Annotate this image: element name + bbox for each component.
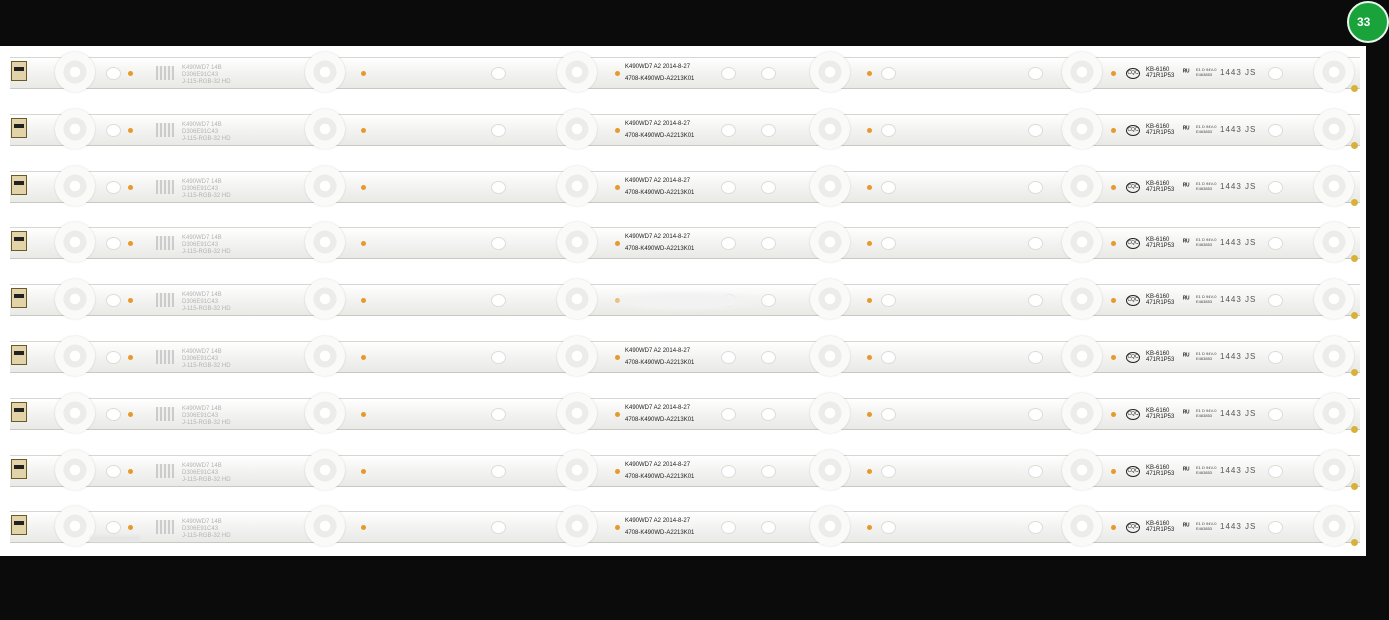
led-lens bbox=[305, 279, 345, 319]
mounting-hole bbox=[1268, 294, 1283, 307]
js-print: 1443 JS bbox=[1220, 238, 1257, 248]
mounting-hole bbox=[721, 521, 736, 534]
led-lens bbox=[1314, 109, 1354, 149]
connector bbox=[11, 515, 27, 535]
mounting-hole bbox=[721, 465, 736, 478]
mounting-hole bbox=[491, 181, 506, 194]
kb-label: KB-6160 471R1P53 bbox=[1146, 180, 1175, 193]
led-lens bbox=[1062, 506, 1102, 546]
mounting-hole bbox=[881, 521, 896, 534]
part-line: 4708-K490WD-A2213K01 bbox=[625, 416, 695, 423]
led-lens bbox=[305, 336, 345, 376]
cqc-mark: CQC bbox=[1126, 68, 1140, 79]
mounting-hole bbox=[721, 351, 736, 364]
mounting-hole bbox=[106, 408, 121, 421]
led-strip bbox=[10, 57, 1360, 89]
led-lens bbox=[55, 279, 95, 319]
kb-label: KB-6160 471R1P53 bbox=[1146, 351, 1175, 363]
mounting-hole bbox=[106, 124, 121, 137]
led-dot bbox=[361, 241, 366, 246]
mounting-hole bbox=[491, 294, 506, 307]
qr-code bbox=[156, 293, 174, 307]
led-dot bbox=[361, 71, 366, 76]
mounting-hole bbox=[881, 351, 896, 364]
led-dot bbox=[128, 469, 133, 474]
led-lens bbox=[810, 506, 850, 546]
js-print: 1443 JS bbox=[1220, 465, 1257, 475]
led-dot bbox=[615, 71, 620, 76]
led-lens bbox=[810, 336, 850, 376]
led-lens bbox=[1314, 450, 1354, 490]
led-lens bbox=[557, 393, 597, 433]
mounting-hole bbox=[1268, 408, 1283, 421]
qr-code bbox=[156, 66, 174, 80]
led-dot bbox=[867, 185, 872, 190]
led-dot bbox=[615, 412, 620, 417]
led-lens bbox=[557, 109, 597, 149]
led-lens bbox=[810, 279, 850, 319]
mounting-hole bbox=[1268, 67, 1283, 80]
end-pad bbox=[1351, 312, 1358, 319]
led-dot bbox=[128, 412, 133, 417]
led-lens bbox=[1314, 393, 1354, 433]
connector bbox=[11, 175, 27, 195]
mounting-hole bbox=[881, 237, 896, 250]
led-dot bbox=[867, 412, 872, 417]
led-lens bbox=[55, 506, 95, 546]
ul-mark: ᴿᵁ bbox=[1183, 353, 1190, 360]
led-lens bbox=[55, 166, 95, 206]
led-lens bbox=[1314, 52, 1354, 92]
led-lens bbox=[810, 450, 850, 490]
mounting-hole bbox=[1028, 465, 1043, 478]
led-lens bbox=[810, 109, 850, 149]
mounting-hole bbox=[106, 351, 121, 364]
kb-label: KB-6160 471R1P53 bbox=[1146, 123, 1175, 136]
led-lens bbox=[1314, 279, 1354, 319]
led-dot bbox=[615, 525, 620, 530]
mounting-hole bbox=[761, 351, 776, 364]
led-lens bbox=[1062, 222, 1102, 262]
mounting-hole bbox=[491, 465, 506, 478]
led-dot bbox=[867, 298, 872, 303]
js-print: 1443 JS bbox=[1220, 68, 1257, 77]
mounting-hole bbox=[721, 181, 736, 194]
led-dot bbox=[867, 355, 872, 360]
led-dot bbox=[361, 298, 366, 303]
led-lens bbox=[1062, 393, 1102, 433]
mounting-hole bbox=[761, 465, 776, 478]
led-dot bbox=[1111, 185, 1116, 190]
part-line: 4708-K490WD-A2213K01 bbox=[625, 189, 695, 196]
mounting-hole bbox=[881, 181, 896, 194]
ul-small-print: E1 D 94V-0 E463853 bbox=[1196, 351, 1217, 361]
end-pad bbox=[1351, 539, 1358, 546]
led-lens bbox=[1314, 506, 1354, 546]
connector bbox=[11, 61, 27, 81]
mounting-hole bbox=[761, 124, 776, 137]
led-strip bbox=[10, 284, 1360, 316]
ul-small-print: E1 D 94V-0 E463853 bbox=[1196, 123, 1217, 134]
connector bbox=[11, 402, 27, 422]
led-lens bbox=[305, 109, 345, 149]
part-line: 4708-K490WD-A2213K01 bbox=[625, 76, 695, 82]
end-pad bbox=[1351, 255, 1358, 262]
mounting-hole bbox=[491, 351, 506, 364]
mounting-hole bbox=[106, 67, 121, 80]
led-lens bbox=[305, 450, 345, 490]
mounting-hole bbox=[881, 124, 896, 137]
mounting-hole bbox=[1268, 124, 1283, 137]
led-dot bbox=[867, 128, 872, 133]
led-dot bbox=[1111, 241, 1116, 246]
ul-mark: ᴿᵁ bbox=[1183, 409, 1190, 417]
ul-mark: ᴿᵁ bbox=[1183, 182, 1190, 190]
led-dot bbox=[128, 241, 133, 246]
mounting-hole bbox=[761, 237, 776, 250]
led-dot bbox=[1111, 128, 1116, 133]
mounting-hole bbox=[881, 294, 896, 307]
led-dot bbox=[615, 469, 620, 474]
connector bbox=[11, 345, 27, 365]
tape-tag bbox=[90, 536, 140, 542]
kb-label: KB-6160 471R1P53 bbox=[1146, 407, 1175, 420]
qr-code bbox=[156, 350, 174, 364]
js-print: 1443 JS bbox=[1220, 522, 1257, 532]
mounting-hole bbox=[721, 124, 736, 137]
mounting-hole bbox=[1028, 124, 1043, 137]
qr-code bbox=[156, 236, 174, 250]
mounting-hole bbox=[761, 521, 776, 534]
led-lens bbox=[55, 52, 95, 92]
led-dot bbox=[128, 355, 133, 360]
mounting-hole bbox=[881, 465, 896, 478]
led-lens bbox=[1062, 336, 1102, 376]
kb-label: KB-6160 471R1P53 bbox=[1146, 67, 1175, 79]
led-dot bbox=[867, 71, 872, 76]
connector bbox=[11, 231, 27, 251]
cqc-mark: CQC bbox=[1126, 238, 1140, 249]
end-pad bbox=[1351, 369, 1358, 376]
led-strip bbox=[10, 511, 1360, 543]
connector bbox=[11, 118, 27, 138]
faint-print: K490WD7 14B D306E91C43 J-115-RGB-32 HD bbox=[182, 121, 231, 142]
mounting-hole bbox=[491, 237, 506, 250]
mounting-hole bbox=[491, 124, 506, 137]
ul-small-print: E1 D 94V-0 E463853 bbox=[1196, 294, 1217, 305]
model-line: K490WD7 A2 2014-8-27 bbox=[625, 64, 691, 70]
mounting-hole bbox=[1028, 181, 1043, 194]
mounting-hole bbox=[106, 521, 121, 534]
connector bbox=[11, 459, 27, 479]
ul-small-print: E1 D 94V-0 E463853 bbox=[1196, 67, 1217, 77]
part-line: 4708-K490WD-A2213K01 bbox=[625, 530, 695, 537]
ul-mark: ᴿᵁ bbox=[1183, 523, 1190, 531]
led-lens bbox=[557, 166, 597, 206]
qr-code bbox=[156, 407, 174, 421]
blurred-area bbox=[606, 291, 766, 311]
led-lens bbox=[305, 52, 345, 92]
mounting-hole bbox=[491, 521, 506, 534]
led-dot bbox=[867, 525, 872, 530]
mounting-hole bbox=[761, 67, 776, 80]
led-lens bbox=[810, 393, 850, 433]
led-lens bbox=[557, 450, 597, 490]
part-line: 4708-K490WD-A2213K01 bbox=[625, 473, 695, 480]
end-pad bbox=[1351, 85, 1358, 92]
qr-code bbox=[156, 180, 174, 194]
faint-print: K490WD7 14B D306E91C43 J-115-RGB-32 HD bbox=[182, 519, 231, 540]
ul-mark: ᴿᵁ bbox=[1183, 125, 1190, 133]
led-lens bbox=[1314, 222, 1354, 262]
cqc-mark: CQC bbox=[1126, 352, 1140, 363]
model-line: K490WD7 A2 2014-8-27 bbox=[625, 518, 691, 525]
led-lens bbox=[55, 109, 95, 149]
led-strip bbox=[10, 114, 1360, 146]
led-lens bbox=[305, 222, 345, 262]
faint-print: K490WD7 14B D306E91C43 J-115-RGB-32 HD bbox=[182, 349, 231, 369]
ul-mark: ᴿᵁ bbox=[1183, 69, 1190, 76]
mounting-hole bbox=[106, 294, 121, 307]
cqc-mark: CQC bbox=[1126, 409, 1140, 420]
led-strip bbox=[10, 398, 1360, 430]
mounting-hole bbox=[1268, 237, 1283, 250]
end-pad bbox=[1351, 199, 1358, 206]
mounting-hole bbox=[1028, 237, 1043, 250]
mounting-hole bbox=[1268, 465, 1283, 478]
qr-code bbox=[156, 520, 174, 534]
end-pad bbox=[1351, 426, 1358, 433]
led-strip bbox=[10, 227, 1360, 259]
mounting-hole bbox=[1028, 351, 1043, 364]
part-line: 4708-K490WD-A2213K01 bbox=[625, 132, 695, 139]
led-lens bbox=[305, 506, 345, 546]
mounting-hole bbox=[106, 465, 121, 478]
led-strip bbox=[10, 171, 1360, 203]
led-lens bbox=[557, 336, 597, 376]
model-line: K490WD7 A2 2014-8-27 bbox=[625, 120, 691, 127]
mounting-hole bbox=[106, 181, 121, 194]
mounting-hole bbox=[1268, 181, 1283, 194]
mounting-hole bbox=[1028, 294, 1043, 307]
led-strip bbox=[10, 341, 1360, 373]
led-lens bbox=[810, 166, 850, 206]
count-badge: 33 bbox=[1347, 1, 1389, 43]
led-lens bbox=[557, 279, 597, 319]
kb-label: KB-6160 471R1P53 bbox=[1146, 464, 1175, 477]
led-lens bbox=[557, 506, 597, 546]
led-dot bbox=[867, 241, 872, 246]
mounting-hole bbox=[1028, 67, 1043, 80]
led-dot bbox=[128, 185, 133, 190]
led-dot bbox=[1111, 525, 1116, 530]
led-dot bbox=[361, 525, 366, 530]
ul-small-print: E1 D 94V-0 E463853 bbox=[1196, 521, 1217, 532]
js-print: 1443 JS bbox=[1220, 352, 1257, 361]
led-dot bbox=[361, 185, 366, 190]
end-pad bbox=[1351, 142, 1358, 149]
led-strip bbox=[10, 455, 1360, 487]
mounting-hole bbox=[881, 67, 896, 80]
led-dot bbox=[361, 469, 366, 474]
qr-code bbox=[156, 123, 174, 137]
ul-small-print: E1 D 94V-0 E463853 bbox=[1196, 180, 1217, 191]
faint-print: K490WD7 14B D306E91C43 J-115-RGB-32 HD bbox=[182, 178, 231, 199]
led-lens bbox=[557, 222, 597, 262]
faint-print: K490WD7 14B D306E91C43 J-115-RGB-32 HD bbox=[182, 235, 231, 256]
js-print: 1443 JS bbox=[1220, 295, 1257, 305]
led-lens bbox=[1314, 336, 1354, 376]
led-dot bbox=[1111, 469, 1116, 474]
mounting-hole bbox=[1028, 521, 1043, 534]
mounting-hole bbox=[491, 408, 506, 421]
faint-print: K490WD7 14B D306E91C43 J-115-RGB-32 HD bbox=[182, 405, 231, 426]
mounting-hole bbox=[721, 408, 736, 421]
part-line: 4708-K490WD-A2213K01 bbox=[625, 360, 695, 366]
mounting-hole bbox=[1268, 521, 1283, 534]
led-lens bbox=[1314, 166, 1354, 206]
led-dot bbox=[361, 128, 366, 133]
led-lens bbox=[810, 52, 850, 92]
cqc-mark: CQC bbox=[1126, 466, 1140, 477]
led-dot bbox=[615, 128, 620, 133]
faint-print: K490WD7 14B D306E91C43 J-115-RGB-32 HD bbox=[182, 462, 231, 483]
cqc-mark: CQC bbox=[1126, 295, 1140, 306]
led-dot bbox=[1111, 412, 1116, 417]
led-lens bbox=[810, 222, 850, 262]
led-dot bbox=[615, 185, 620, 190]
led-strips-photo bbox=[0, 46, 1366, 556]
mounting-hole bbox=[761, 181, 776, 194]
kb-label: KB-6160 471R1P53 bbox=[1146, 294, 1175, 307]
led-dot bbox=[1111, 355, 1116, 360]
mounting-hole bbox=[761, 408, 776, 421]
led-dot bbox=[128, 71, 133, 76]
ul-small-print: E1 D 94V-0 E463853 bbox=[1196, 407, 1217, 418]
led-lens bbox=[1062, 166, 1102, 206]
ul-mark: ᴿᵁ bbox=[1183, 296, 1190, 304]
led-lens bbox=[55, 393, 95, 433]
led-lens bbox=[1062, 279, 1102, 319]
led-lens bbox=[1062, 450, 1102, 490]
led-dot bbox=[128, 128, 133, 133]
cqc-mark: CQC bbox=[1126, 522, 1140, 533]
ul-small-print: E1 D 94V-0 E463853 bbox=[1196, 464, 1217, 475]
led-lens bbox=[305, 166, 345, 206]
led-lens bbox=[305, 393, 345, 433]
led-dot bbox=[128, 298, 133, 303]
faint-print: K490WD7 14B D306E91C43 J-115-RGB-32 HD bbox=[182, 65, 231, 85]
mounting-hole bbox=[721, 237, 736, 250]
model-line: K490WD7 A2 2014-8-27 bbox=[625, 404, 691, 411]
kb-label: KB-6160 471R1P53 bbox=[1146, 521, 1175, 534]
led-lens bbox=[55, 450, 95, 490]
led-dot bbox=[1111, 71, 1116, 76]
led-lens bbox=[1062, 52, 1102, 92]
led-dot bbox=[615, 355, 620, 360]
kb-label: KB-6160 471R1P53 bbox=[1146, 237, 1175, 250]
mounting-hole bbox=[106, 237, 121, 250]
led-lens bbox=[557, 52, 597, 92]
led-lens bbox=[1062, 109, 1102, 149]
mounting-hole bbox=[1028, 408, 1043, 421]
ul-mark: ᴿᵁ bbox=[1183, 239, 1190, 247]
model-line: K490WD7 A2 2014-8-27 bbox=[625, 177, 691, 184]
cqc-mark: CQC bbox=[1126, 182, 1140, 193]
model-line: K490WD7 A2 2014-8-27 bbox=[625, 348, 691, 354]
mounting-hole bbox=[491, 67, 506, 80]
connector bbox=[11, 288, 27, 308]
led-dot bbox=[128, 525, 133, 530]
end-pad bbox=[1351, 483, 1358, 490]
led-lens bbox=[55, 222, 95, 262]
part-line: 4708-K490WD-A2213K01 bbox=[625, 246, 695, 253]
qr-code bbox=[156, 464, 174, 478]
ul-mark: ᴿᵁ bbox=[1183, 466, 1190, 474]
js-print: 1443 JS bbox=[1220, 181, 1257, 191]
model-line: K490WD7 A2 2014-8-27 bbox=[625, 461, 691, 468]
ul-small-print: E1 D 94V-0 E463853 bbox=[1196, 237, 1217, 248]
led-lens bbox=[55, 336, 95, 376]
faint-print: K490WD7 14B D306E91C43 J-115-RGB-32 HD bbox=[182, 292, 231, 313]
js-print: 1443 JS bbox=[1220, 124, 1257, 134]
mounting-hole bbox=[1268, 351, 1283, 364]
led-dot bbox=[361, 355, 366, 360]
js-print: 1443 JS bbox=[1220, 408, 1257, 418]
cqc-mark: CQC bbox=[1126, 125, 1140, 136]
led-dot bbox=[361, 412, 366, 417]
mounting-hole bbox=[721, 67, 736, 80]
led-dot bbox=[615, 241, 620, 246]
mounting-hole bbox=[881, 408, 896, 421]
led-dot bbox=[867, 469, 872, 474]
model-line: K490WD7 A2 2014-8-27 bbox=[625, 234, 691, 241]
led-dot bbox=[1111, 298, 1116, 303]
